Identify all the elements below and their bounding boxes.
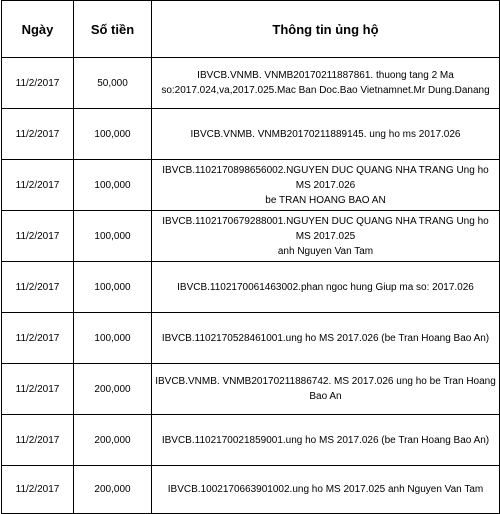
row-amount: 200,000 xyxy=(74,466,152,514)
row-info-line: IBVCB.VNMB. VNMB20170211886742. MS 2017.026 ung ho be Tran Hoang Bao An xyxy=(155,376,496,402)
row-amount: 50,000 xyxy=(74,58,152,109)
table-row xyxy=(2,364,500,415)
row-info-line: anh Nguyen Van Tam xyxy=(277,245,374,257)
row-info-line: IBVCB.1102170898656002.NGUYEN DUC QUANG NHA TRANG Ung ho MS 2017.026 xyxy=(162,164,489,191)
row-date: 11/2/2017 xyxy=(2,160,74,211)
table-header-row xyxy=(2,1,500,58)
table-row xyxy=(2,415,500,466)
row-amount: 100,000 xyxy=(74,211,152,262)
table-row xyxy=(2,160,500,211)
row-amount: 100,000 xyxy=(74,313,152,364)
row-info-line: IBVCB.1102170021859001.ung ho MS 2017.026 (be Tran Hoang Bao An) xyxy=(161,434,490,446)
row-amount: 100,000 xyxy=(74,160,152,211)
row-info-line: IBVCB.1102170679288001.NGUYEN DUC QUANG NHA TRANG Ung ho MS 2017.025 xyxy=(162,215,489,242)
donation-table xyxy=(1,0,500,514)
row-info xyxy=(152,211,500,262)
row-info-line: IBVCB.VNMB. VNMB20170211889145. ung ho ms 2017.026 xyxy=(190,128,461,140)
table-row xyxy=(2,58,500,109)
row-info-line: IBVCB.1102170528461001.ung ho MS 2017.026 (be Tran Hoang Bao An) xyxy=(161,332,490,344)
row-date: 11/2/2017 xyxy=(2,466,74,514)
row-amount: 100,000 xyxy=(74,262,152,313)
row-info-line: so:2017.024,va,2017.025.Mac Ban Doc.Bao Vietnamnet.Mr Dung.Danang xyxy=(161,85,490,96)
row-date: 11/2/2017 xyxy=(2,262,74,313)
row-info-line: IBVCB.VNMB. VNMB20170211887861. thuong tang 2 Ma xyxy=(197,70,454,81)
header-info: Thông tin ủng hộ xyxy=(152,1,500,58)
header-amount: Số tiền xyxy=(74,1,152,58)
row-info-line: IBVCB.1002170663901002.ung ho MS 2017.025 anh Nguyen Van Tam xyxy=(167,484,484,495)
row-date: 11/2/2017 xyxy=(2,109,74,160)
row-info xyxy=(152,466,500,514)
row-info-line: be TRAN HOANG BAO AN xyxy=(265,194,386,206)
row-date: 11/2/2017 xyxy=(2,313,74,364)
row-info xyxy=(152,364,500,415)
row-amount: 200,000 xyxy=(74,364,152,415)
row-amount: 200,000 xyxy=(74,415,152,466)
row-info xyxy=(152,415,500,466)
table-row xyxy=(2,313,500,364)
row-info xyxy=(152,313,500,364)
row-info xyxy=(152,160,500,211)
table-row xyxy=(2,109,500,160)
header-date: Ngày xyxy=(2,1,74,58)
row-info-line: IBVCB.1102170061463002.phan ngoc hung Giup ma so: 2017.026 xyxy=(177,281,474,293)
row-info xyxy=(152,58,500,109)
row-info xyxy=(152,262,500,313)
table-row xyxy=(2,466,500,514)
row-date: 11/2/2017 xyxy=(2,415,74,466)
row-date: 11/2/2017 xyxy=(2,58,74,109)
row-date: 11/2/2017 xyxy=(2,364,74,415)
row-date: 11/2/2017 xyxy=(2,211,74,262)
row-info xyxy=(152,109,500,160)
table-row xyxy=(2,211,500,262)
table-row xyxy=(2,262,500,313)
row-amount: 100,000 xyxy=(74,109,152,160)
